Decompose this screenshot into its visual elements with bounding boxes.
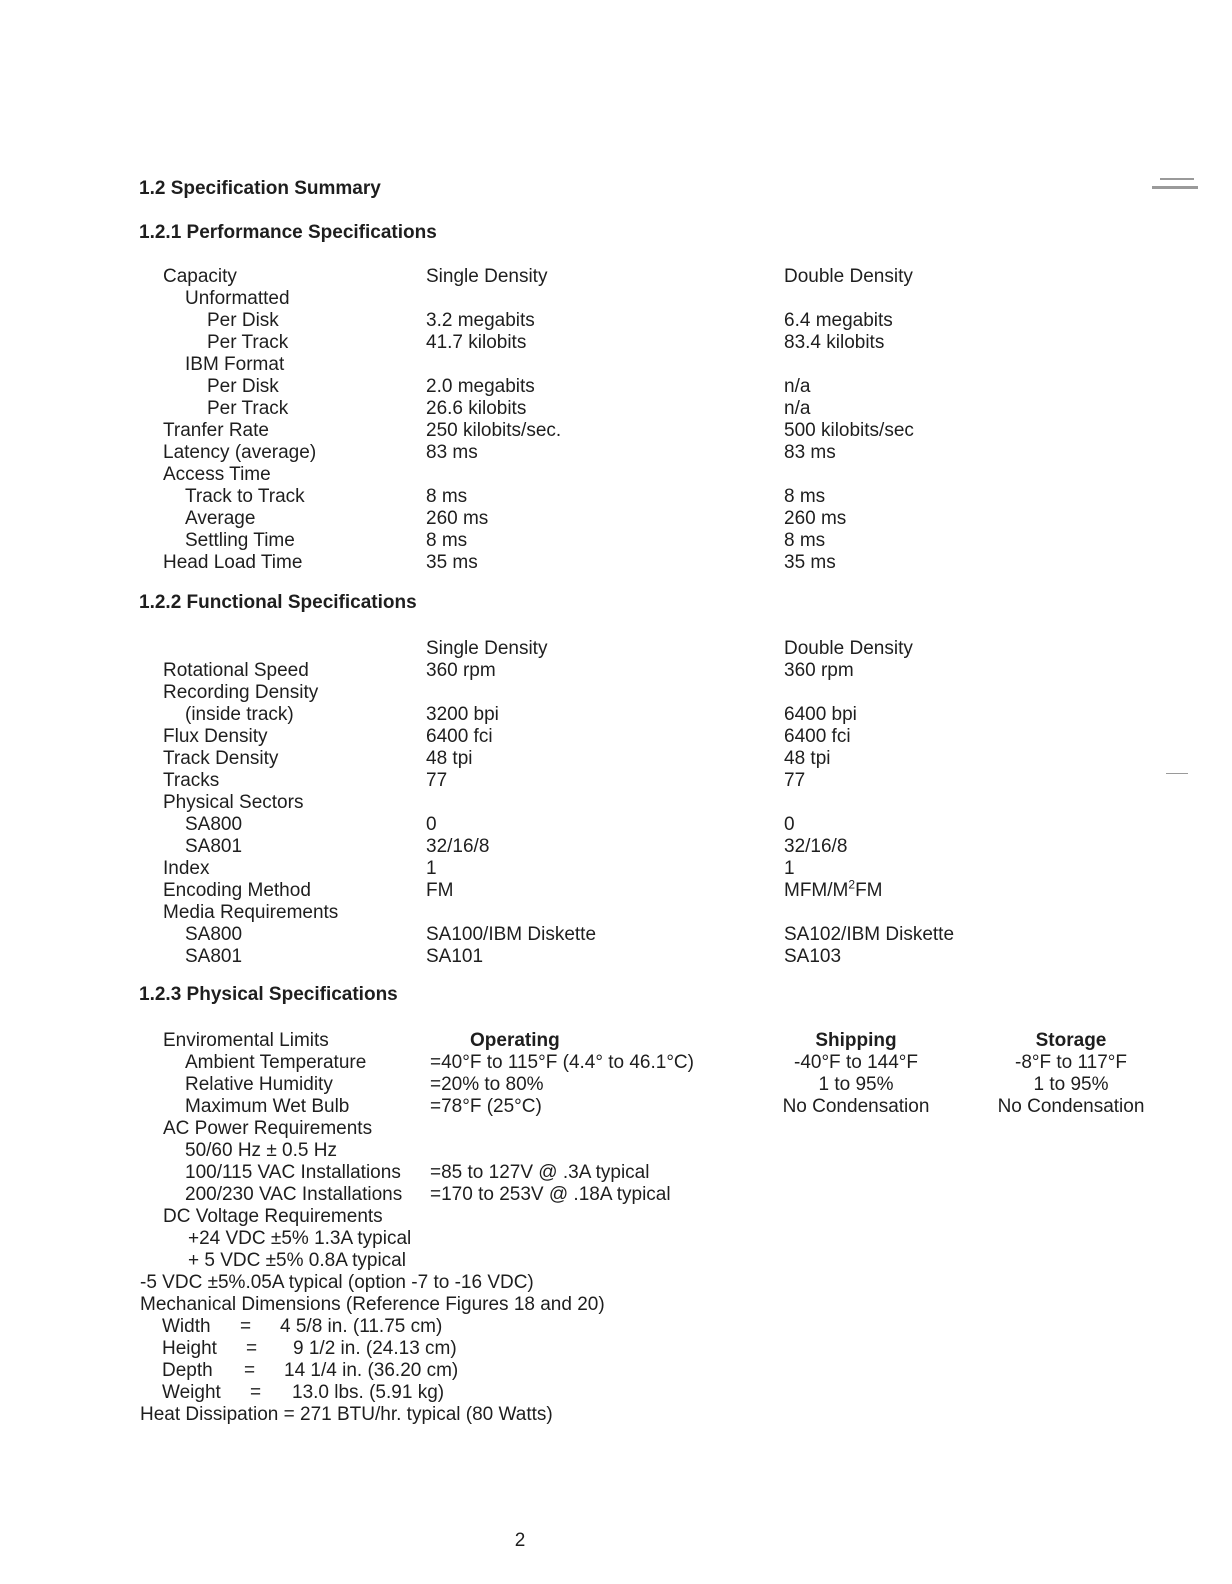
row-label: Per Track [207, 332, 289, 353]
table-row [0, 792, 1232, 814]
table-row [0, 1338, 1232, 1360]
single-value: 48 tpi [426, 748, 473, 769]
double-value: 360 rpm [784, 660, 854, 681]
table-row [0, 1096, 1232, 1118]
performance-title: 1.2.1 Performance Specifications [139, 222, 437, 243]
single-value: 35 ms [426, 552, 478, 573]
double-value: 6400 fci [784, 726, 851, 747]
phys-header-row [0, 1030, 1232, 1052]
perf-header-row [0, 266, 1232, 288]
row-label: Width [162, 1316, 211, 1337]
table-row [0, 376, 1232, 398]
table-row [0, 682, 1232, 704]
shipping-header: Shipping [815, 1030, 897, 1051]
row-label: Encoding Method [163, 880, 311, 901]
dc-line: +24 VDC ±5% 1.3A typical [188, 1228, 412, 1249]
heat-dissipation: Heat Dissipation = 271 BTU/hr. typical (80 Watts) [140, 1404, 553, 1425]
double-value: 35 ms [784, 552, 836, 573]
table-row [0, 398, 1232, 420]
table-row [0, 442, 1232, 464]
scan-mark-top-right-2 [1160, 178, 1194, 180]
table-row [0, 704, 1232, 726]
row-label: Track to Track [185, 486, 305, 507]
shipping-value: No Condensation [782, 1096, 930, 1117]
single-value: 0 [426, 814, 437, 835]
shipping-value: -40°F to 144°F [794, 1052, 918, 1073]
single-value: 83 ms [426, 442, 478, 463]
operating-value: =20% to 80% [430, 1074, 544, 1095]
row-label: IBM Format [185, 354, 285, 375]
operating-value: =40°F to 115°F (4.4° to 46.1°C) [430, 1052, 694, 1073]
row-label: Settling Time [185, 530, 295, 551]
table-row [0, 1140, 1232, 1162]
functional-title: 1.2.2 Functional Specifications [139, 592, 417, 613]
mechanical-dimensions-label: Mechanical Dimensions (Reference Figures 18 and 20) [140, 1294, 605, 1315]
table-row [0, 770, 1232, 792]
storage-header: Storage [1035, 1030, 1107, 1051]
equals: = [246, 1338, 258, 1359]
single-value: 8 ms [426, 486, 468, 507]
dc-voltage-label: DC Voltage Requirements [163, 1206, 383, 1227]
double-value: 32/16/8 [784, 836, 848, 857]
double-value: 6.4 megabits [784, 310, 893, 331]
double-value [784, 877, 883, 902]
func-double-header: Double Density [784, 638, 913, 659]
row-label: SA801 [185, 836, 243, 857]
double-value: 8 ms [784, 486, 826, 507]
single-value: 32/16/8 [426, 836, 490, 857]
func-header-row [0, 638, 1232, 660]
dimension-value: 9 1/2 in. (24.13 cm) [293, 1338, 457, 1359]
double-value: n/a [784, 376, 811, 397]
row-label: SA800 [185, 924, 243, 945]
physical-title: 1.2.3 Physical Specifications [139, 984, 398, 1005]
single-value: 3200 bpi [426, 704, 499, 725]
double-value: SA102/IBM Diskette [784, 924, 955, 945]
dc-negative-line: -5 VDC ±5%.05A typical (option -7 to -16 VDC) [140, 1272, 534, 1293]
page-number: 2 [514, 1530, 526, 1551]
table-row [0, 1228, 1232, 1250]
table-row [0, 924, 1232, 946]
single-value: 2.0 megabits [426, 376, 535, 397]
table-row [0, 354, 1232, 376]
row-label: Weight [162, 1382, 221, 1403]
table-row [0, 1250, 1232, 1272]
env-limits-label: Enviromental Limits [163, 1030, 329, 1051]
double-value: 500 kilobits/sec [784, 420, 914, 441]
dc-line: + 5 VDC ±5% 0.8A typical [188, 1250, 406, 1271]
row-label: SA801 [185, 946, 243, 967]
double-value: 83.4 kilobits [784, 332, 885, 353]
row-label: Tracks [163, 770, 220, 791]
double-value: n/a [784, 398, 811, 419]
double-value: 48 tpi [784, 748, 831, 769]
row-label: Index [163, 858, 210, 879]
ac-frequency: 50/60 Hz ± 0.5 Hz [185, 1140, 337, 1161]
table-row [0, 420, 1232, 442]
table-row [0, 877, 1232, 902]
single-value: 77 [426, 770, 448, 791]
row-label: 100/115 VAC Installations [185, 1162, 401, 1183]
shipping-value: 1 to 95% [818, 1074, 894, 1095]
row-label: SA800 [185, 814, 243, 835]
single-value: SA101 [426, 946, 484, 967]
func-single-header: Single Density [426, 638, 548, 659]
single-value: 8 ms [426, 530, 468, 551]
table-row [0, 946, 1232, 968]
table-row [0, 726, 1232, 748]
single-value: 41.7 kilobits [426, 332, 527, 353]
table-row [0, 310, 1232, 332]
row-label: Head Load Time [163, 552, 303, 573]
operating-header: Operating [470, 1030, 560, 1051]
row-label: Ambient Temperature [185, 1052, 367, 1073]
row-label: Access Time [163, 464, 271, 485]
table-row [0, 814, 1232, 836]
double-value: 0 [784, 814, 795, 835]
table-row [0, 552, 1232, 574]
row-label: Per Disk [207, 310, 279, 331]
row-label: Rotational Speed [163, 660, 309, 681]
perf-single-header: Single Density [426, 266, 548, 287]
storage-value: 1 to 95% [1033, 1074, 1109, 1095]
row-label: Per Disk [207, 376, 279, 397]
table-row [0, 530, 1232, 552]
row-label: 200/230 VAC Installations [185, 1184, 403, 1205]
encoding-fm: FM [855, 880, 883, 901]
double-value: 8 ms [784, 530, 826, 551]
table-row [0, 836, 1232, 858]
table-row [0, 748, 1232, 770]
table-row [0, 332, 1232, 354]
row-label: Media Requirements [163, 902, 339, 923]
table-row [0, 1382, 1232, 1404]
double-value: 77 [784, 770, 806, 791]
equals: = [244, 1360, 256, 1381]
table-row [0, 660, 1232, 682]
row-label: Latency (average) [163, 442, 317, 463]
encoding-superscript: 2 [848, 877, 856, 892]
table-row [0, 902, 1232, 924]
table-row [0, 486, 1232, 508]
dimension-value: 13.0 lbs. (5.91 kg) [292, 1382, 445, 1403]
double-value: 1 [784, 858, 795, 879]
single-value: 260 ms [426, 508, 489, 529]
equals: = [240, 1316, 252, 1337]
single-value: 3.2 megabits [426, 310, 535, 331]
storage-value: -8°F to 117°F [1015, 1052, 1127, 1073]
dimension-value: 4 5/8 in. (11.75 cm) [280, 1316, 443, 1337]
row-label: Depth [162, 1360, 213, 1381]
table-row [0, 1404, 1232, 1426]
table-row [0, 1052, 1232, 1074]
page-heading: 1.2 Specification Summary [139, 178, 381, 199]
perf-capacity-label: Capacity [163, 266, 237, 287]
row-label: Physical Sectors [163, 792, 304, 813]
row-label: Flux Density [163, 726, 268, 747]
row-label: Tranfer Rate [163, 420, 269, 441]
perf-double-header: Double Density [784, 266, 913, 287]
row-label: Per Track [207, 398, 289, 419]
ac-value: =170 to 253V @ .18A typical [430, 1184, 671, 1205]
single-value: 250 kilobits/sec. [426, 420, 562, 441]
double-value: 83 ms [784, 442, 836, 463]
row-label: Unformatted [185, 288, 290, 309]
double-value: 6400 bpi [784, 704, 857, 725]
table-row [0, 858, 1232, 880]
single-value: 1 [426, 858, 437, 879]
table-row [0, 1294, 1232, 1316]
single-value: FM [426, 880, 454, 901]
ac-power-label: AC Power Requirements [163, 1118, 373, 1139]
row-label: Recording Density [163, 682, 319, 703]
dimension-value: 14 1/4 in. (36.20 cm) [284, 1360, 459, 1381]
table-row [0, 1206, 1232, 1228]
table-row [0, 1316, 1232, 1338]
row-label: Relative Humidity [185, 1074, 333, 1095]
table-row [0, 464, 1232, 486]
double-value: 260 ms [784, 508, 847, 529]
table-row [0, 288, 1232, 310]
table-row [0, 1118, 1232, 1140]
table-row [0, 508, 1232, 530]
row-label: Height [162, 1338, 217, 1359]
table-row [0, 1184, 1232, 1206]
storage-value: No Condensation [997, 1096, 1145, 1117]
table-row [0, 1162, 1232, 1184]
scan-mark-top-right [1152, 186, 1198, 189]
row-label: Track Density [163, 748, 279, 769]
single-value: 360 rpm [426, 660, 496, 681]
double-value: SA103 [784, 946, 842, 967]
row-label: Maximum Wet Bulb [185, 1096, 350, 1117]
table-row [0, 1272, 1232, 1294]
row-label: Average [185, 508, 256, 529]
row-label: (inside track) [185, 704, 294, 725]
single-value: 26.6 kilobits [426, 398, 527, 419]
single-value: 6400 fci [426, 726, 493, 747]
ac-value: =85 to 127V @ .3A typical [430, 1162, 650, 1183]
table-row [0, 1360, 1232, 1382]
table-row [0, 1074, 1232, 1096]
single-value: SA100/IBM Diskette [426, 924, 597, 945]
operating-value: =78°F (25°C) [430, 1096, 542, 1117]
equals: = [250, 1382, 262, 1403]
encoding-mfm: MFM/M [784, 880, 849, 901]
